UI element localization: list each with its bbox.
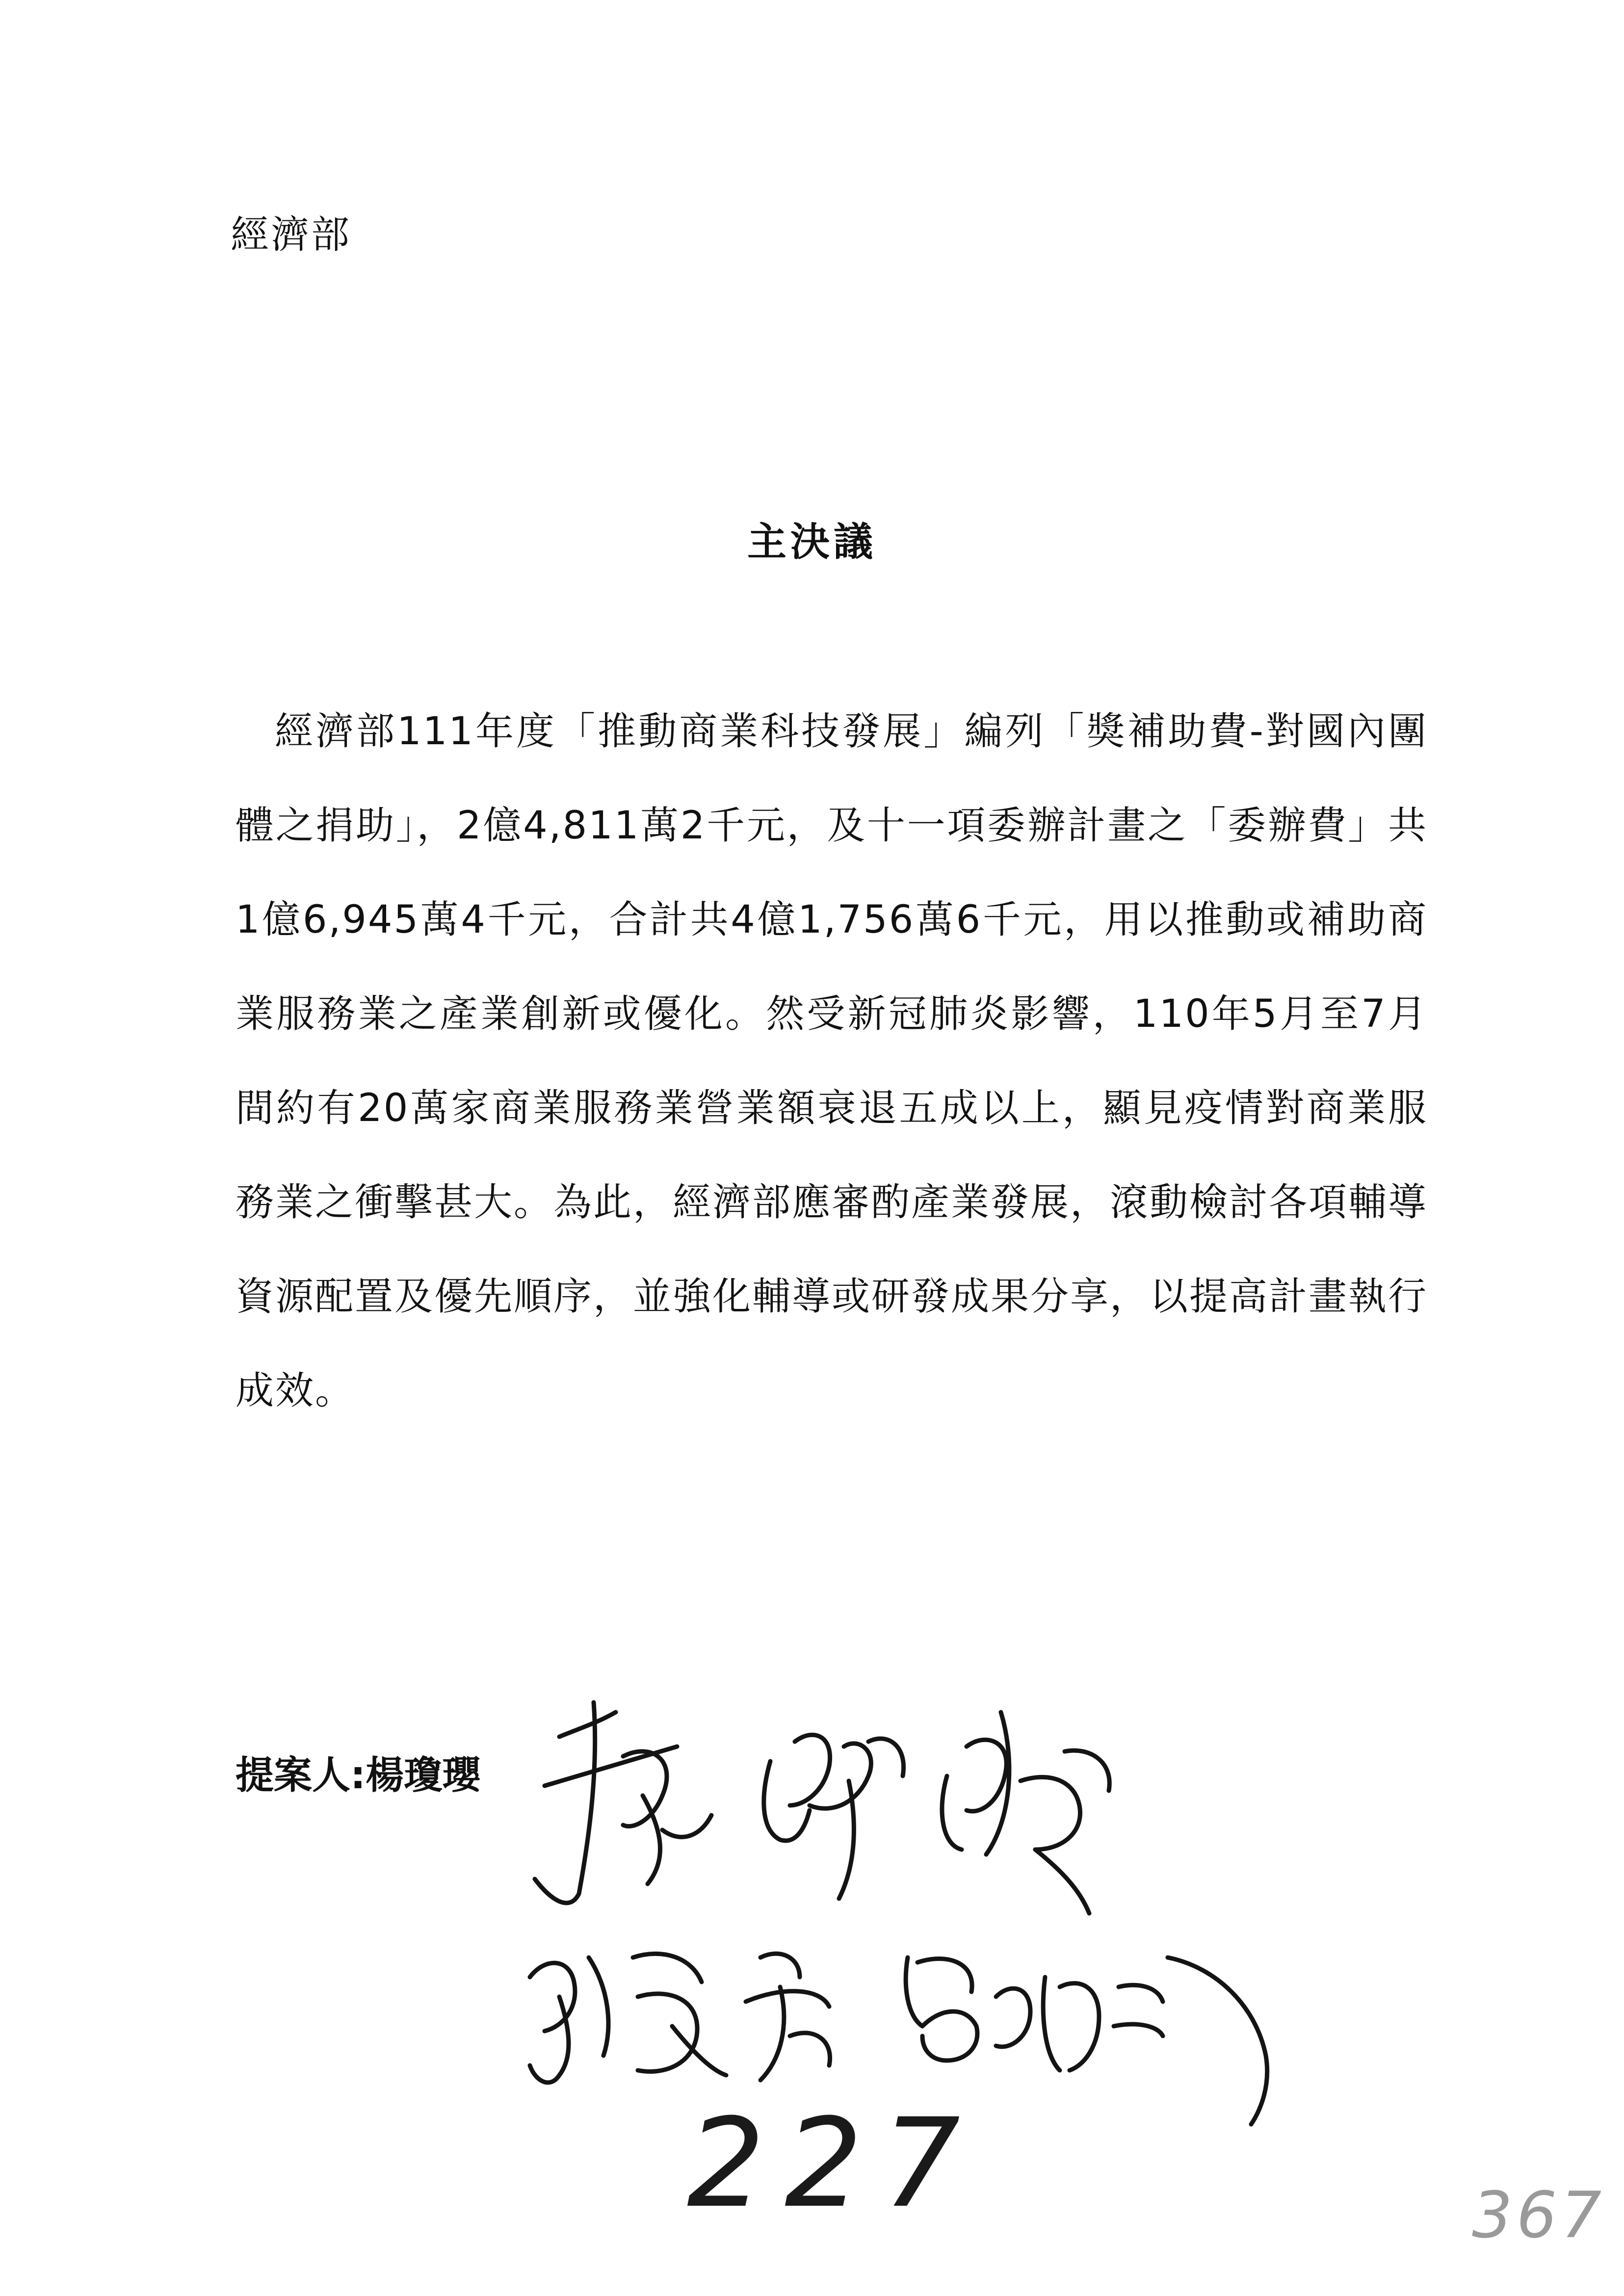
resolution-body: 經濟部111年度「推動商業科技發展」編列「獎補助費-對國內團體之捐助」，2億4,811萬2千元，及十一項委辦計畫之「委辦費」共1億6,945萬4千元，合計共4億1,756萬6千元，用以推動或補助商業服務業之產業創新或優化。然受新冠肺炎影響，110年5月至7月間約有20萬家商業服務業營業額衰退五成以上，顯見疫情對商業服務業之衝擊甚大。為此，經濟部應審酌產業發展，滾動檢討各項輔導資源配置及優先順序，並強化輔導或研發成果分享，以提高計畫執行成效。 <box>236 709 1428 1413</box>
signature-2 <box>764 1735 904 1899</box>
proposer-label: 提案人:楊瓊瓔 <box>236 1753 481 1798</box>
signature-3 <box>942 1712 1109 1913</box>
corner-page-number: 367 <box>1472 2178 1606 2252</box>
page-title: 主決議 <box>747 519 877 565</box>
signature-1 <box>535 1702 711 1903</box>
signature-4 <box>530 1954 830 2083</box>
handwritten-signatures <box>515 1683 1300 2144</box>
agency-name: 經濟部 <box>231 213 352 257</box>
handwritten-number: 227 <box>687 2092 980 2235</box>
